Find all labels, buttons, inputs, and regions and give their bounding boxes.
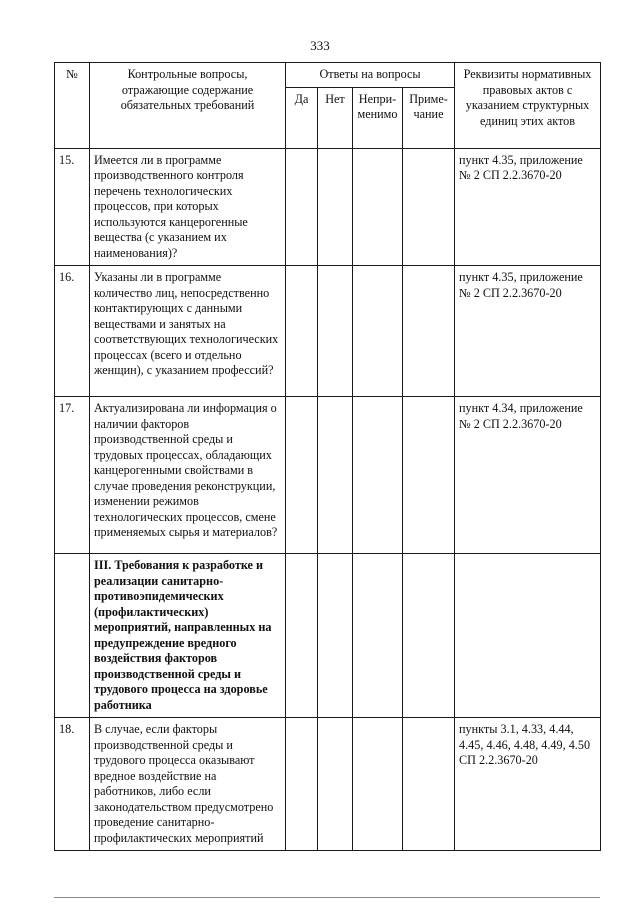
answer-na-cell[interactable] [353,148,403,266]
page-bottom-divider [54,897,600,898]
answer-na-cell[interactable] [353,718,403,851]
answer-yes-cell[interactable] [286,266,318,397]
answer-na-cell[interactable] [353,397,403,554]
answer-note-cell[interactable] [403,397,455,554]
checklist-table [54,62,601,851]
header-na: Непри-менимо [353,87,403,148]
row-num: 18. [55,718,90,851]
answer-yes-cell[interactable] [286,554,318,718]
row-question: В случае, если факторы производственной среды и трудового процесса оказывают вредное воздействие на работников, либо если законодательством предусмотрено проведение санитарно-профилактических мероприятий [90,718,286,851]
header-question: Контрольные вопросы, отражающие содержание обязательных требований [90,63,286,149]
answer-yes-cell[interactable] [286,718,318,851]
row-reference: пункты 3.1, 4.33, 4.44, 4.45, 4.46, 4.48, 4.49, 4.50 СП 2.2.3670-20 [455,718,601,851]
section-row [55,554,601,718]
header-row [55,63,601,88]
row-num [55,554,90,718]
table-row [55,718,601,851]
table-row [55,266,601,397]
answer-no-cell[interactable] [318,554,353,718]
answer-yes-cell[interactable] [286,397,318,554]
answer-yes-cell[interactable] [286,148,318,266]
row-question: Имеется ли в программе производственного контроля перечень технологических процессов, при которых используются канцерогенные вещества (с указанием их наименования)? [90,148,286,266]
row-num: 15. [55,148,90,266]
header-answers: Ответы на вопросы [286,63,455,88]
header-reference: Реквизиты нормативных правовых актов с указанием структурных единиц этих актов [455,63,601,149]
answer-na-cell[interactable] [353,554,403,718]
header-yes: Да [286,87,318,148]
row-num: 17. [55,397,90,554]
answer-no-cell[interactable] [318,397,353,554]
header-note: Приме-чание [403,87,455,148]
table-row [55,397,601,554]
header-no: Нет [318,87,353,148]
row-reference: пункт 4.35, приложение № 2 СП 2.2.3670-20 [455,148,601,266]
answer-note-cell[interactable] [403,554,455,718]
section-heading: III. Требования к разработке и реализации санитарно-противоэпидемических (профилактических) мероприятий, направленных на предупреждение вредного воздействия факторов производственной среды и трудового процесса на здоровье работника [90,554,286,718]
answer-no-cell[interactable] [318,266,353,397]
row-reference [455,554,601,718]
table-row [55,148,601,266]
page-number: 333 [310,38,330,53]
answer-no-cell[interactable] [318,148,353,266]
row-num: 16. [55,266,90,397]
answer-note-cell[interactable] [403,148,455,266]
row-reference: пункт 4.34, приложение № 2 СП 2.2.3670-20 [455,397,601,554]
answer-note-cell[interactable] [403,266,455,397]
answer-na-cell[interactable] [353,266,403,397]
row-question: Актуализирована ли информация о наличии факторов производственной среды и трудовых процессах, обладающих канцерогенными свойствами в случае проведения реконструкции, изменении режимов технологических процессов, смене применяемых сырья и материалов? [90,397,286,554]
answer-note-cell[interactable] [403,718,455,851]
header-num: № [55,63,90,149]
answer-no-cell[interactable] [318,718,353,851]
row-reference: пункт 4.35, приложение № 2 СП 2.2.3670-20 [455,266,601,397]
row-question: Указаны ли в программе количество лиц, непосредственно контактирующих с данными веществами и занятых на соответствующих технологических процессах (всего и отдельно женщин), с указанием профессий? [90,266,286,397]
